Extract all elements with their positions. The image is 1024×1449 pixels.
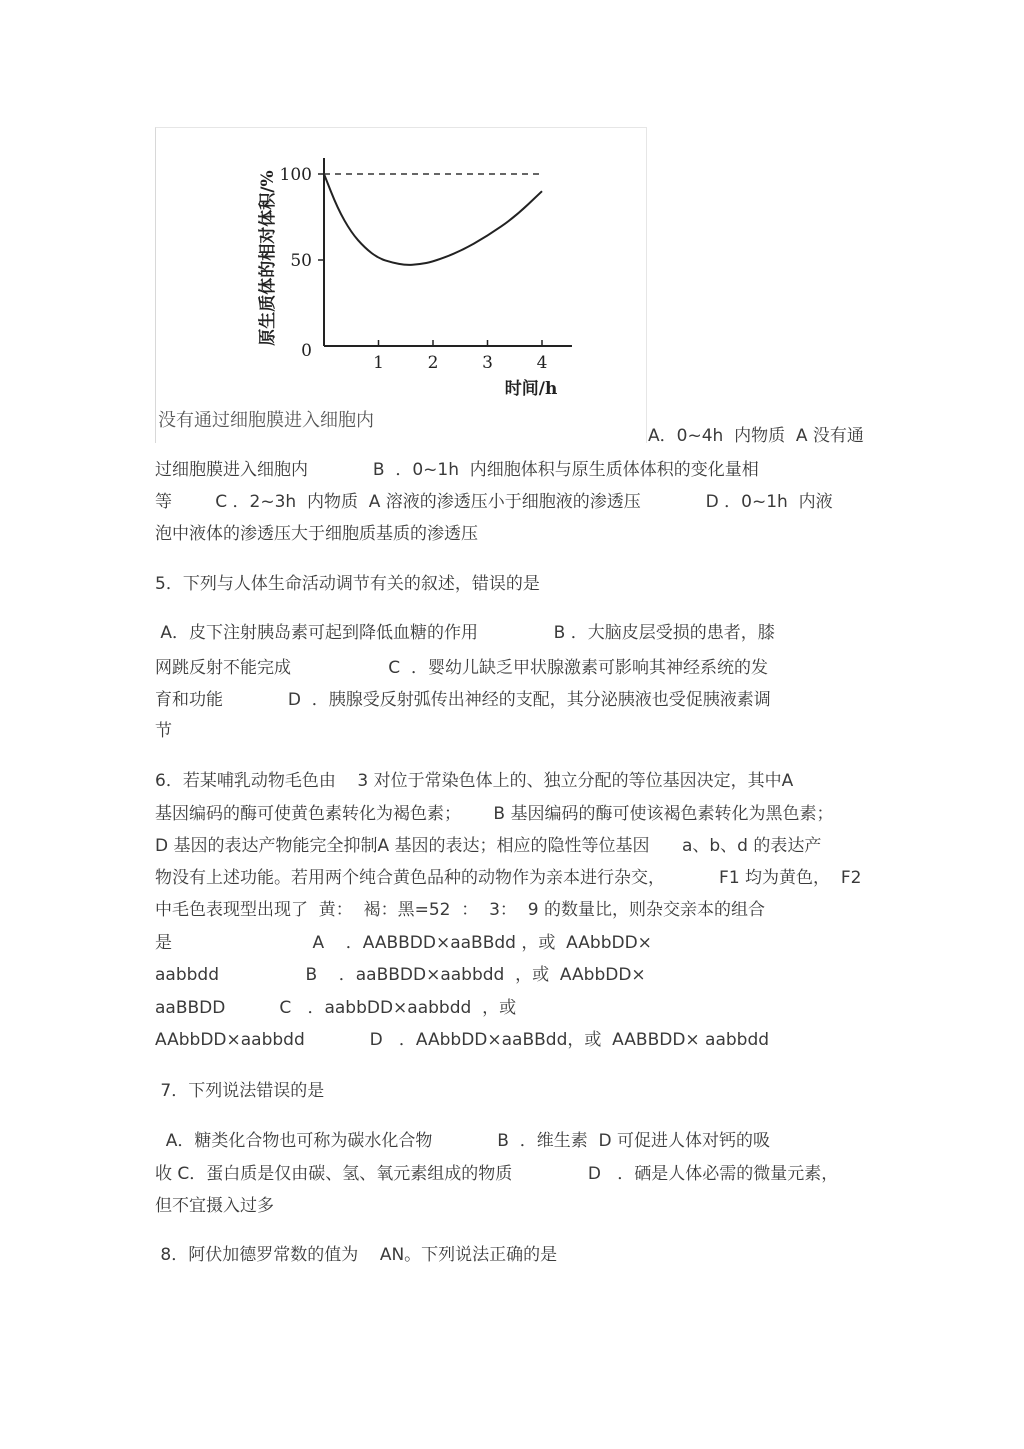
text-line: 中毛色表现型出现了 黄： 褐：黑=52 ： 3： 9 的数量比，则杂交亲本的组合	[155, 900, 765, 920]
x-axis-label: 时间/h	[504, 379, 558, 399]
text-line: A．糖类化合物也可称为碳水化合物 B ．维生素 D 可促进人体对钙的吸	[155, 1131, 771, 1151]
text-line: 泡中液体的渗透压大于细胞质基质的渗透压	[155, 524, 478, 544]
text-line: 是 A ．AABBDD×aaBBdd ，或 AAbbDD×	[155, 933, 652, 953]
figure-caption: 没有通过细胞膜进入细胞内	[158, 410, 374, 431]
volume-chart	[156, 128, 646, 408]
y-tick-label: 100	[279, 165, 312, 185]
text-line: A．0~4h 内物质 A 没有通	[648, 426, 864, 446]
volume-curve	[324, 174, 542, 265]
y-tick-label: 50	[290, 251, 312, 271]
text-line: D 基因的表达产物能完全抑制A 基因的表达；相应的隐性等位基因 a、b、d 的表达产	[155, 836, 822, 856]
text-line: 网跳反射不能完成 C ．婴幼儿缺乏甲状腺激素可影响其神经系统的发	[155, 658, 768, 678]
x-tick-label: 1	[373, 353, 384, 373]
volume-curve-figure	[155, 127, 647, 443]
text-line: AAbbDD×aabbdd D ．AAbbDD×aaBBdd，或 AABBDD× aabbdd	[155, 1030, 770, 1050]
text-line: 但不宜摄入过多	[155, 1196, 274, 1216]
text-line: 收 C．蛋白质是仅由碳、氢、氧元素组成的物质 D ．硒是人体必需的微量元素，	[155, 1164, 839, 1184]
text-line: 基因编码的酶可使黄色素转化为褐色素； B 基因编码的酶可使该褐色素转化为黑色素；	[155, 804, 834, 824]
text-line: 等 C ．2~3h 内物质 A 溶液的渗透压小于细胞液的渗透压 D ．0~1h 内液	[155, 492, 833, 512]
text-line: 育和功能 D ．胰腺受反射弧传出神经的支配，其分泌胰液也受促胰液素调	[155, 690, 771, 710]
text-line: aaBBDD C ．aabbDD×aabbdd ，或	[155, 998, 517, 1018]
y-axis-label: 原生质体的相对体积/%	[258, 170, 278, 346]
text-line: 5．下列与人体生命活动调节有关的叙述，错误的是	[155, 574, 540, 594]
text-line: 过细胞膜进入细胞内 B ．0~1h 内细胞体积与原生质体体积的变化量相	[155, 460, 759, 480]
text-line: 7．下列说法错误的是	[155, 1081, 325, 1101]
text-line: aabbdd B ．aaBBDD×aabbdd ，或 AAbbDD×	[155, 965, 646, 985]
text-line: 物没有上述功能。若用两个纯合黄色品种的动物作为亲本进行杂交， F1 均为黄色， F2	[155, 868, 862, 888]
x-tick-label: 4	[536, 353, 548, 373]
text-line: 6．若某哺乳动物毛色由 3 对位于常染色体上的、独立分配的等位基因决定，其中A	[155, 771, 794, 791]
text-line: 8．阿伏加德罗常数的值为 AN。下列说法正确的是	[155, 1245, 558, 1265]
text-line: 节	[155, 721, 172, 741]
y-tick-label: 0	[301, 341, 312, 361]
text-line: A．皮下注射胰岛素可起到降低血糖的作用 B ．大脑皮层受损的患者，膝	[155, 623, 775, 643]
x-tick-label: 2	[427, 353, 439, 373]
x-tick-label: 3	[482, 353, 493, 373]
